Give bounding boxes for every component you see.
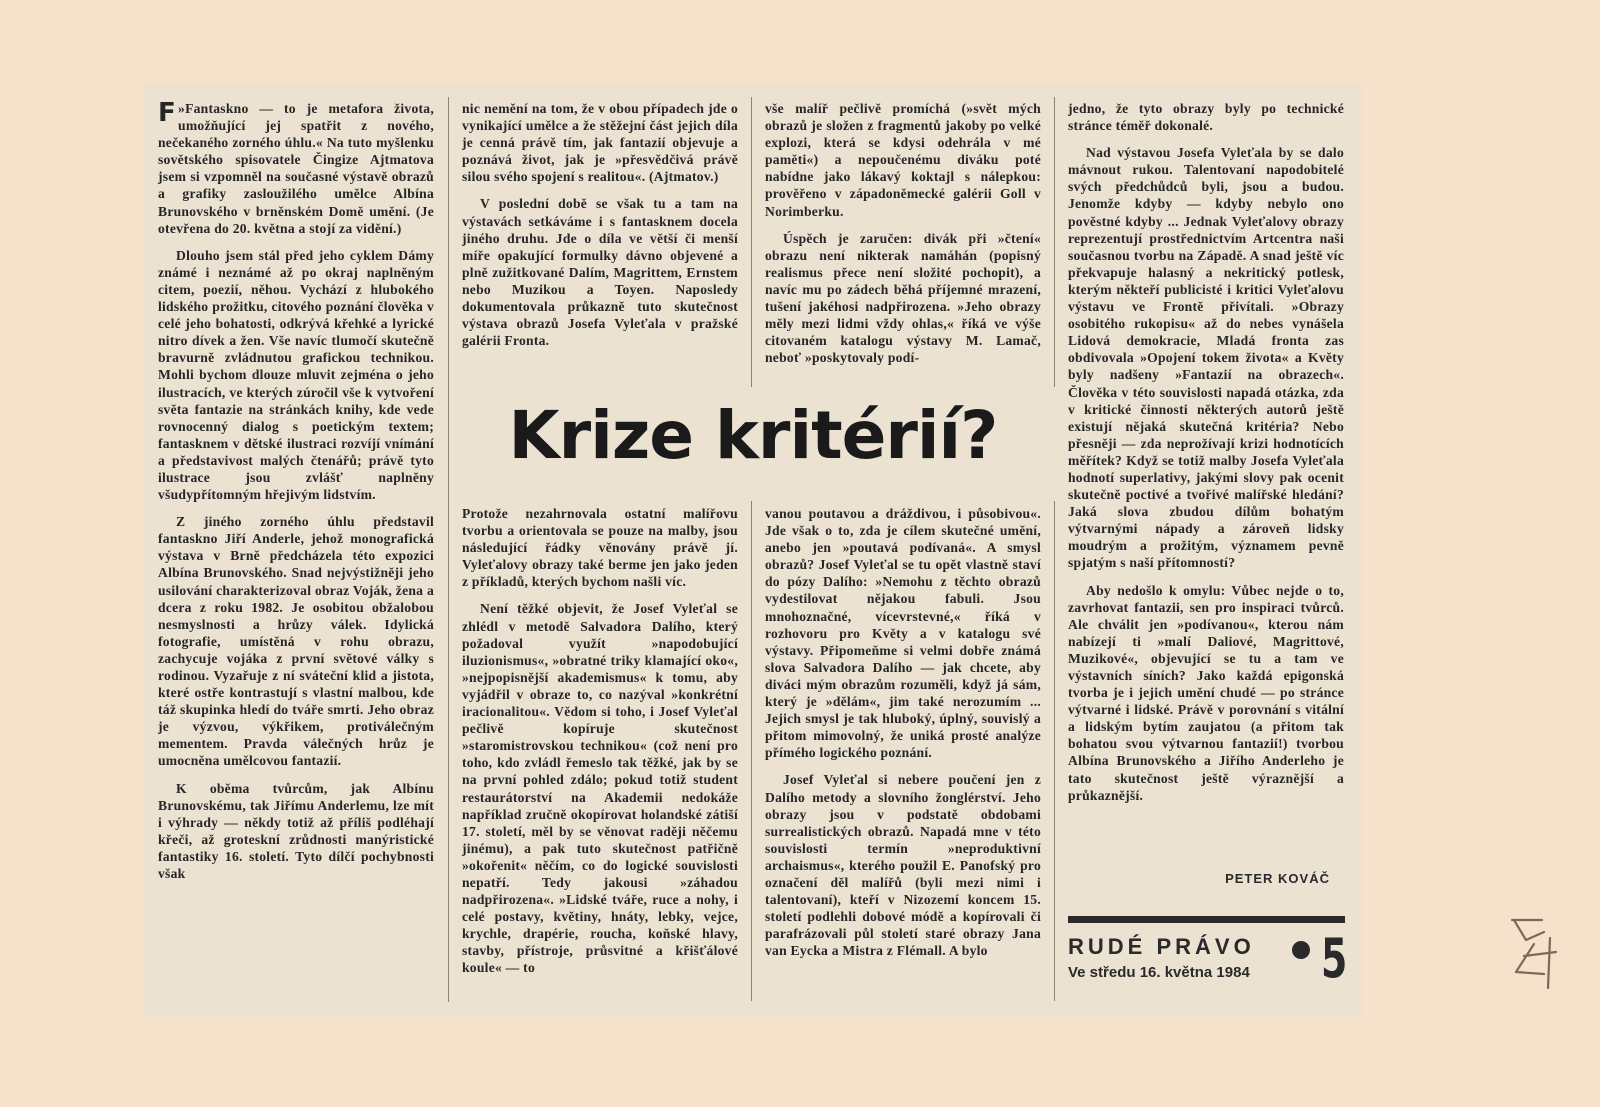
drop-cap: F (158, 98, 177, 128)
article-column-3-top (765, 100, 1041, 376)
masthead-date: Ve středu 16. května 1984 (1068, 964, 1250, 981)
article-column-3-bottom (765, 505, 1041, 969)
page-number: 5 (1321, 927, 1348, 990)
paragraph-text: »Fantaskno — to je metafora života, umožňující jej spatřit z nového, nečekaného zorného úhlu.« Na tuto myšlenku sovětského spisovatele Čingize Ajtmatova jsem si vzpomněl na současné výstavě obrazů a grafiky zasloužilého umělce Albína Brunovského v brněnském Domě umění. (Je otevřena do 20. května a stojí za vidění.) (158, 101, 434, 236)
paragraph: K oběma tvůrcům, jak Albínu Brunovskému, tak Jiřímu Anderlemu, lze mít i výhrady — někdy totiž až příliš podléhají křeči, až groteskní zrůdnosti manýristické fantastiky 16. století. Tyto dílčí pochybnosti však (158, 780, 434, 882)
article-column-1 (158, 100, 434, 892)
masthead-rule (1068, 916, 1345, 923)
paragraph (158, 100, 434, 237)
article-column-4 (1068, 100, 1344, 814)
paragraph: vanou poutavou a dráždivou, i působivou«. Jde však o to, zda je cílem skutečné umění, anebo jen »poutavá podívaná«. A smysl obrazů? Josef Vyleťal se tu opět vlastně staví do pózy Dalího: »Nemohu z těchto obrazů vydestilovat nějakou fabuli. Jsou mnohoznačné, vícevrstevné,« říká v rozhovoru pro Květy a v katalogu své výstavy. Připomeňme si velmi dobře známá slova Salvadora Dalího — jak chcete, aby diváci mým obrazům rozuměli, když já sám, který je »dělám«, jim také nerozumím ... Jejich smysl je tak hluboký, úplný, souvislý a přitom mimovolný, že uniká prosté analýze přímého logického poznání. (765, 506, 1041, 761)
paragraph: Úspěch je zaručen: divák při »čtení« obrazu není nikterak namáhán (popisný realismus přece není složité pochopit), a navíc mu po zádech běhá příjemné mrazení, tušení jakéhosi nadpřirozena. »Jeho obrazy měly mezi lidmi vždy ohlas,« říká ve výše citovaném katalogu výstavy M. Lamač, neboť »poskytovaly podí- (765, 230, 1041, 366)
author-byline: PETER KOVÁČ (1225, 871, 1330, 886)
masthead-name: RUDÉ PRÁVO (1068, 934, 1255, 959)
paragraph: nic nemění na tom, že v obou případech jde o vynikající umělce a že stěžejní část jejich díla je cenná právě tím, jak fantazií objevuje a poznává život, jak je »přesvědčivá právě silou svého spojení s realitou«. (Ajtmatov.) (462, 101, 738, 185)
paragraph: V poslední době se však tu a tam na výstavách setkáváme i s fantasknem docela jiného druhu. Jde o díla ve větší či menší míře opakující formulky dávno objevené a plně zužitkované Dalím, Magrittem, Ernstem nebo Muzikou a Toyen. Naposledy dokumentovala průkazně tuto skutečnost výstava obrazů Josefa Vyleťala v pražské galérii Fronta. (462, 196, 738, 349)
paragraph: Protože nezahrnovala ostatní malířovu tvorbu a orientovala se pouze na malby, jsou následující řádky věnovány právě jí. Vyleťalovy obrazy také berme jen jako jeden z příkladů, kterých bychom našli víc. (462, 506, 738, 590)
paragraph: jedno, že tyto obrazy byly po technické stránce téměř dokonalé. (1068, 101, 1344, 134)
newspaper-clipping (144, 83, 1362, 1018)
column-divider (448, 97, 449, 1002)
paragraph: Josef Vyleťal si nebere poučení jen z Dalího metody a slovního žonglérství. Jeho obrazy jsou v podstatě obdobami surrealistických obrazů. Napadá mne v této souvislosti termín »neproduktivní archaismus«, kterého použil E. Panofský pro označení děl malířů (byli mezi nimi i talentovaní), kteří v Nizozemí koncem 15. století podlehli dobové módě a kopírovali či parafrázovali půl století staré obrazy Jana van Eycka a Mistra z Flémall. A bylo (765, 772, 1041, 959)
paragraph: Nad výstavou Josefa Vyleťala by se dalo mávnout rukou. Talentovaní napodobitelé svých předchůdců byli, jsou a budou. Jenomže kdyby — kdyby nebylo ono pověstné kdyby ... Jednak Vyleťalovy obrazy reprezentují prostřednictvím Artcentra naši současnou tvorbu na Západě. A snad ještě víc překvapuje halasný a nekritický potlesk, kterým někteří publicisté i kritici Vyleťalovu výstavu ve Frontě přivítali. »Obrazy osobitého rukopisu« až do nebes vynášela Lidová demokracie, Mladá fronta zas obdivovala »Opojení tokem života« a Květy byly nadšeny »Fantazií na obrazech«. Člověka v této souvislosti napadá otázka, zda v kritické činnosti některých autorů ještě existují nějaká skutečná kritéria? Nebo přesněji — zda neprožívají krizi hodnotících měřítek? Když se totiž malby Josefa Vyleťala hodnotí superlativy, jakými slovy pak ocenit skutečně poctivé a tvořivé malířské hledání? Jaká slova zbudou dílům bohatým výtvarnými nápady a zároveň lidsky moudrým a prožitým, významem pevně spjatým s naší přítomností? (1068, 145, 1344, 571)
masthead-dot (1292, 941, 1310, 959)
article-column-2-bottom (462, 505, 738, 987)
article-column-2-top (462, 100, 738, 359)
paragraph: Dlouho jsem stál před jeho cyklem Dámy známé i neznámé až po okraj naplněným citem, poezií, něhou. Vychází z hlubokého lidského prožitku, citového poznání člověka v celé jeho bohatosti, odkrývá křehké a lyrické nitro dívek a žen. Vše navíc tlumočí skutečně bravurně zvládnutou grafickou technikou. Mohli bychom dlouze mluvit zejména o jeho ilustracích, ve kterých zúročil vše k vytvoření světa fantazie na stránkách knihy, kde vede rovnocenný dialog s poetickým textem; fantasknem v dětské ilustraci rozvíjí vnímání a představivost malých čtenářů; právě tyto ilustrace jsou zvlášť naplněny všudypřítomným hřejivým lidstvím. (158, 247, 434, 503)
paragraph: vše malíř pečlivě promíchá (»svět mých obrazů je složen z fragmentů jakoby po velké explozi, která se kdysi odehrála v mé paměti«) a nepoučenému diváku poté nabídne jako lákavý koktajl s nálepkou: prověřeno v západoněmecké galérii Goll v Norimberku. (765, 101, 1041, 219)
paragraph: Z jiného zorného úhlu představil fantaskno Jiří Anderle, jehož monografická výstava v Brně předcházela této expozici Albína Brunovského. Snad nejvýstižněji jeho usilování charakterizoval obraz Voják, žena a dcera z roku 1982. Je osobitou obžalobou nesmyslnosti a hrůzy válek. Idylická fotografie, umístěná v rohu obrazu, zachycuje vojáka z první světové války s rodinou. Vyzařuje z ní sváteční klid a jistota, které ostře kontrastují s vlastní malbou, kde táž skupinka hledí do tváře smrti. Jeho obraz je výzvou, výkřikem, protiválečným mementem. Pravda válečných hrůz je umocněna umělcovou fantazií. (158, 514, 434, 769)
column-divider (1054, 97, 1055, 387)
column-divider (751, 97, 752, 387)
handwritten-archive-number (1504, 912, 1564, 992)
column-divider (1054, 501, 1055, 1001)
paragraph: Není těžké objevit, že Josef Vyleťal se zhlédl v metodě Salvadora Dalího, který požadoval využít »napodobující iluzionismus«, »obratné triky klamající oko«, »nejpopisnější akademismus« k tomu, aby vyjádřil v obraze to, co nazýval »konkrétní iracionalitou«. Vědom si toho, i Josef Vyleťal pečlivě kopíruje skutečnost »staromistrovskou technikou« (což není pro toho, kdo zvládl řemeslo tak těžké, jak by se na první pohled zdálo; pokud totiž student restaurátorství na Akademii nedokáže například zručně okopírovat holandské zátiší 17. století, měl by se věnovat raději něčemu jinému), a pak tuto skutečnost patřičně »okořenit« něčím, co do logické souvislosti nepatří. Tedy jakousi »záhadou nadpřirozena«. »Lidské tváře, ruce a nohy, i celé postavy, květiny, hnáty, lebky, vejce, krychle, drapérie, roucha, koňské hlavy, stavby, přístroje, průsvitné a křišťálové koule« — to (462, 601, 738, 976)
headline: Krize kritérií? (508, 397, 998, 474)
paragraph: Aby nedošlo k omylu: Vůbec nejde o to, zavrhovat fantazii, sen pro inspiraci tvůrců. Ale chválit jen »podívanou«, kterou nám nabízejí ti »malí Daliové, Magrittové, Muzikové«, objevující se tu a tam ve výstavních síních? Jako každá epigonská tvorba je i jejich umění chudé — po stránce výtvarné i lidské. Právě v porovnání s vitální a lidským bytím zaujatou (a přitom tak bohatou svou výtvarnou fantazií!) tvorbou Albína Brunovského a Jiřího Anderleho je tato skutečnost ještě výraznější a průkaznější. (1068, 582, 1344, 803)
column-divider (751, 501, 752, 1001)
